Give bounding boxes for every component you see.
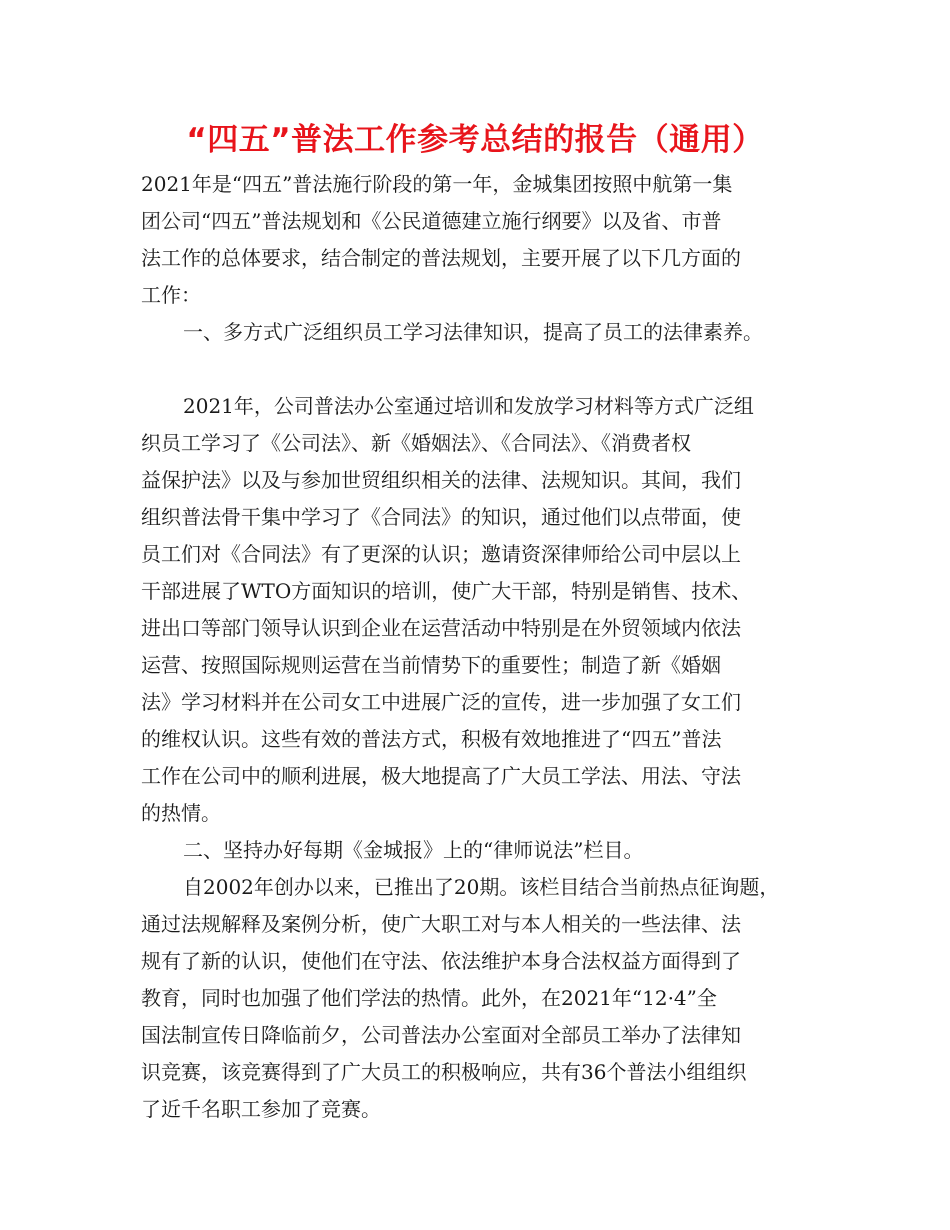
text-line: 干部进展了WTO方面知识的培训，使广大干部，特别是销售、技术、 [141, 579, 752, 603]
section-heading-2: 二、坚持办好每期《金城报》上的“律师说法”栏目。 [183, 838, 644, 862]
text-line: 规有了新的认识，使他们在守法、依法维护本身合法权益方面得到了 [141, 949, 741, 973]
text-line: 织员工学习了《公司法》、新《婚姻法》、《合同法》、《消费者权 [141, 431, 691, 455]
section-1-paragraph [141, 388, 813, 832]
text-line: 法》学习材料并在公司女工中进展广泛的宣传，进一步加强了女工们 [141, 690, 741, 714]
text-line: 了近千名职工参加了竞赛。 [141, 1097, 381, 1121]
text-line: 员工们对《合同法》有了更深的认识；邀请资深律师给公司中层以上 [141, 542, 741, 566]
text-line: 自2002年创办以来，已推出了20期。该栏目结合当前热点征询题， [183, 875, 780, 899]
document-body [141, 166, 813, 1128]
text-line: 益保护法》以及与参加世贸组织相关的法律、法规知识。其间，我们 [141, 468, 741, 492]
text-line: 教育，同时也加强了他们学法的热情。此外，在2021年“12·4”全 [141, 986, 717, 1010]
section-heading-1: 一、多方式广泛组织员工学习法律知识，提高了员工的法律素养。 [183, 320, 763, 344]
text-line: 工作： [141, 283, 201, 307]
text-line: 法工作的总体要求，结合制定的普法规划，主要开展了以下几方面的 [141, 246, 741, 270]
text-line: 工作在公司中的顺利进展，极大地提高了广大员工学法、用法、守法 [141, 764, 741, 788]
text-line: 国法制宣传日降临前夕，公司普法办公室面对全部员工举办了法律知 [141, 1023, 741, 1047]
text-line: 通过法规解释及案例分析，使广大职工对与本人相关的一些法律、法 [141, 912, 741, 936]
text-line: 的维权认识。这些有效的普法方式，积极有效地推进了“四五”普法 [141, 727, 722, 751]
text-line: 进出口等部门领导认识到企业在运营活动中特别是在外贸领域内依法 [141, 616, 741, 640]
text-line: 运营、按照国际规则运营在当前情势下的重要性；制造了新《婚姻 [141, 653, 721, 677]
text-line: 的热情。 [141, 801, 221, 825]
document-title: “四五”普法工作参考总结的报告（通用） [186, 122, 764, 158]
intro-paragraph [141, 166, 813, 314]
text-line: 识竞赛，该竞赛得到了广大员工的积极响应，共有36个普法小组组织 [141, 1060, 747, 1084]
section-2-paragraph [141, 869, 813, 1128]
text-line: 2021年，公司普法办公室通过培训和发放学习材料等方式广泛组 [183, 394, 754, 418]
paragraph-gap [141, 351, 813, 388]
text-line: 团公司“四五”普法规划和《公民道德建立施行纲要》以及省、市普 [141, 209, 722, 233]
text-line: 组织普法骨干集中学习了《合同法》的知识，通过他们以点带面，使 [141, 505, 741, 529]
text-line: 2021年是“四五”普法施行阶段的第一年，金城集团按照中航第一集 [141, 172, 733, 196]
